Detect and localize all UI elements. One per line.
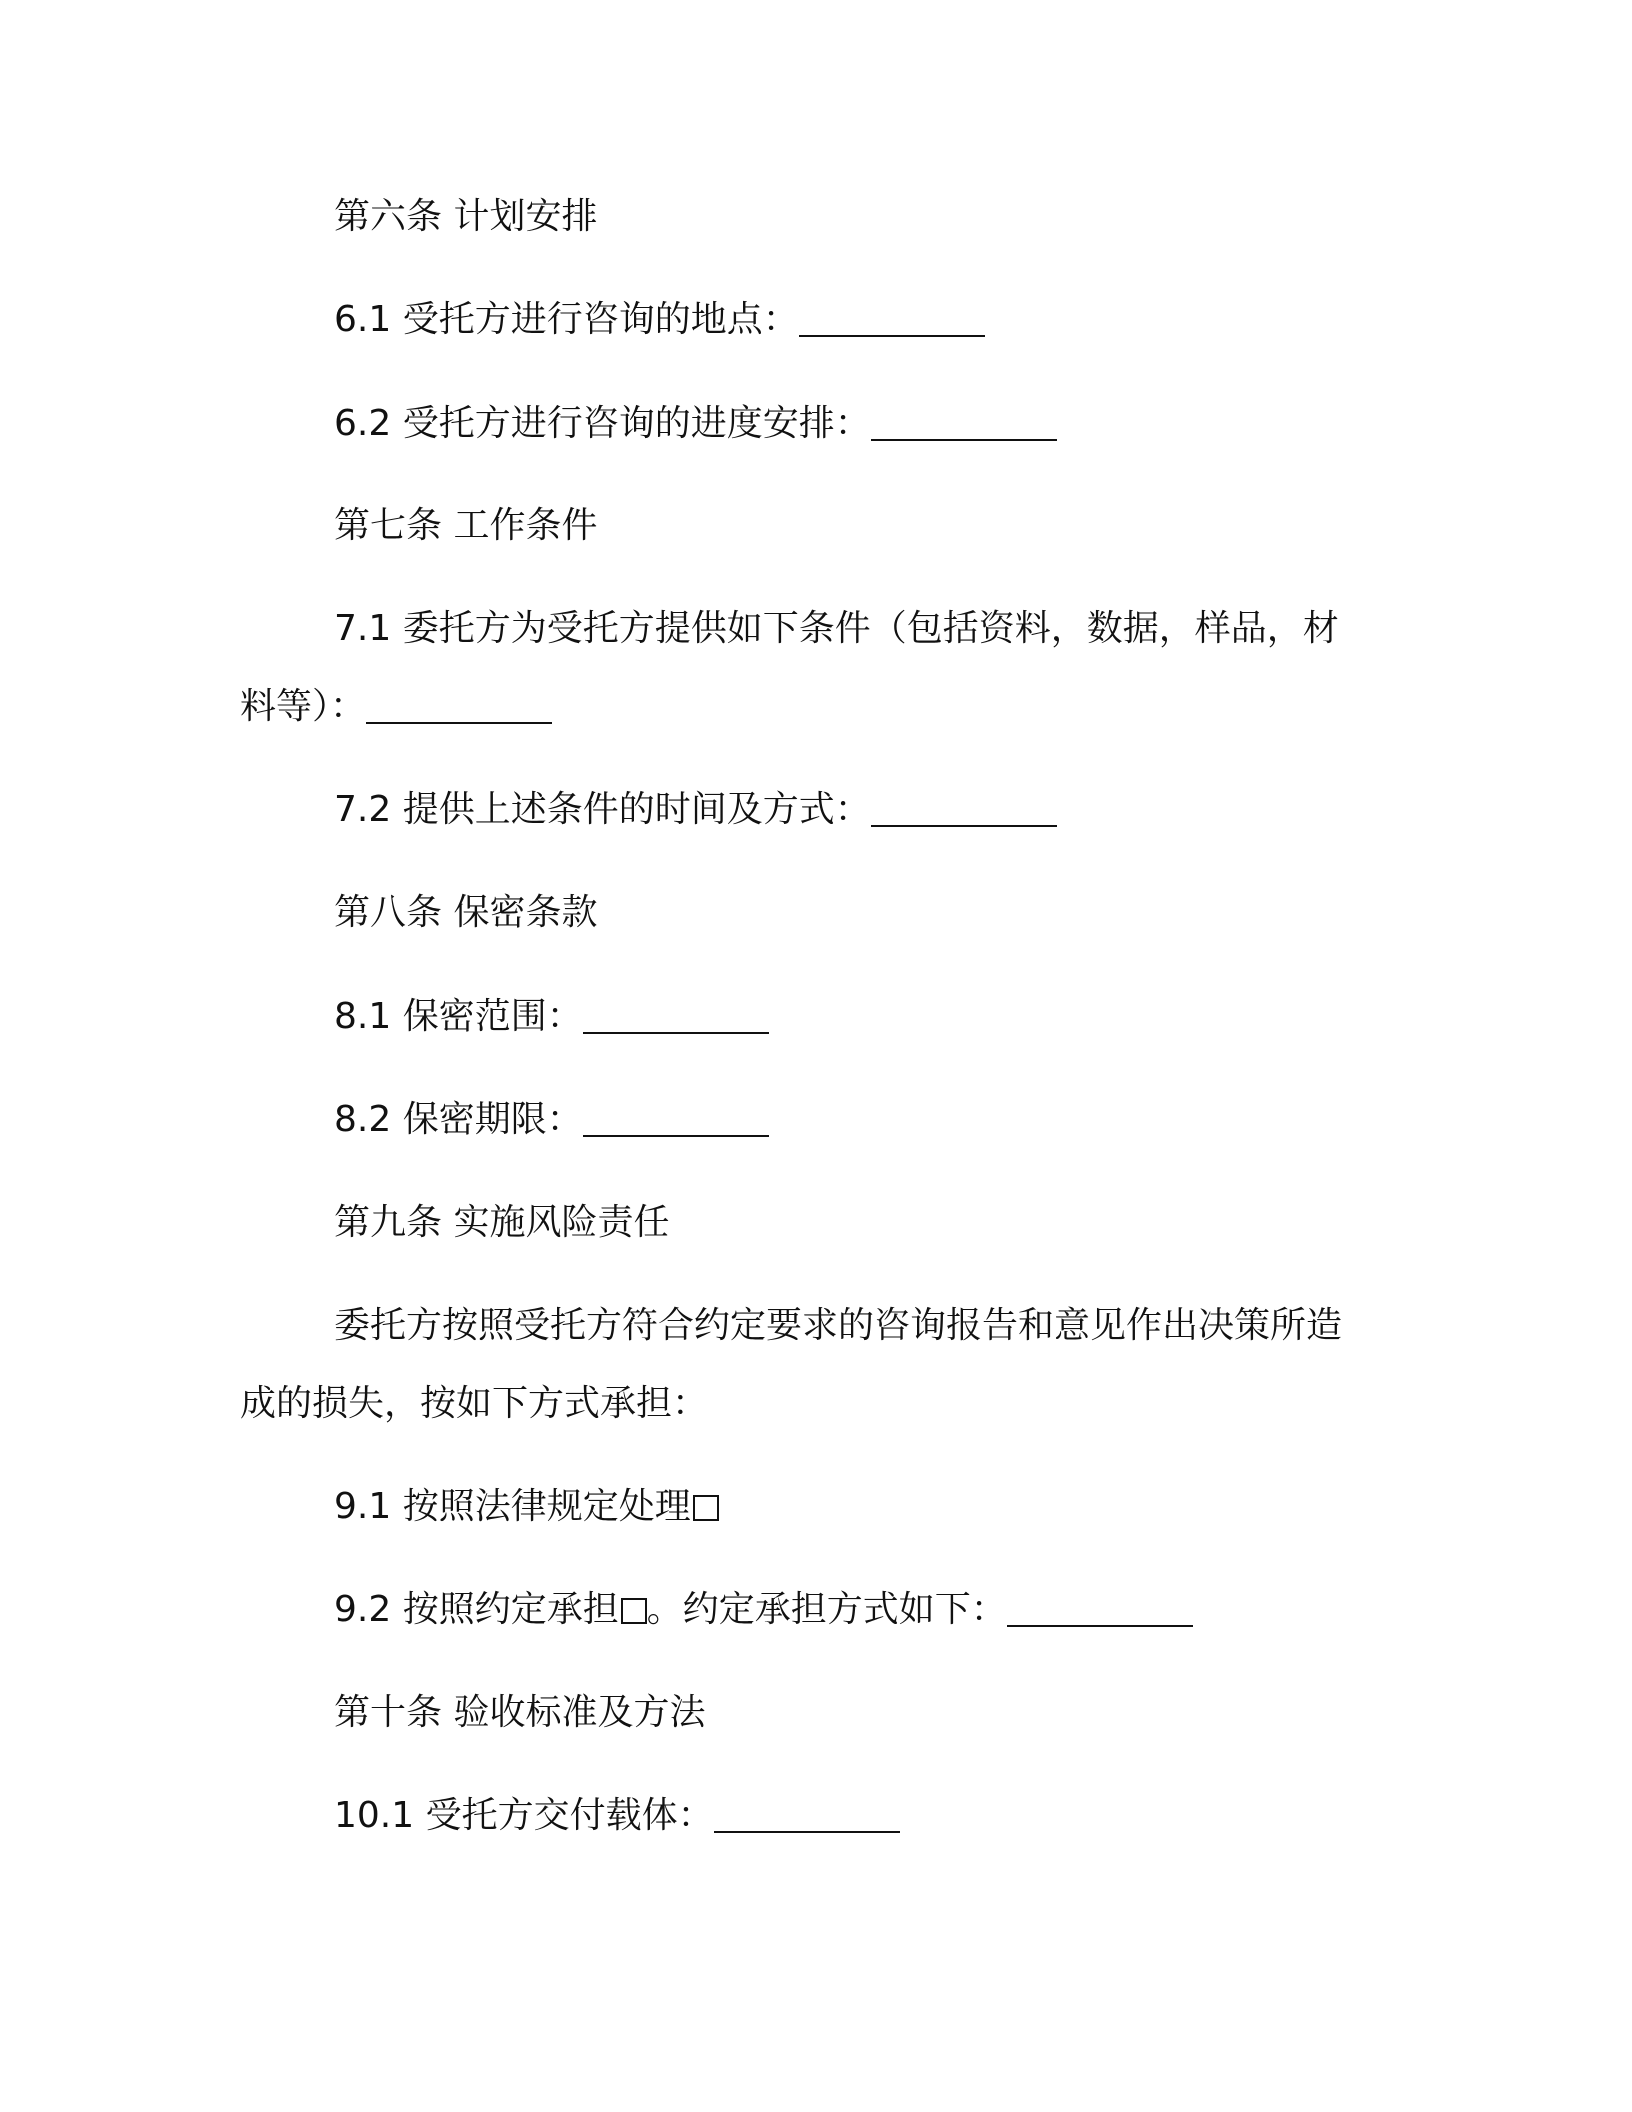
article-7-item-1-line-2: 料等）： — [240, 683, 552, 731]
fill-in-blank[interactable] — [1007, 1589, 1193, 1627]
article-9-item-1: 9.1 按照法律规定处理 — [334, 1483, 719, 1531]
article-8-item-1: 8.1 保密范围： — [334, 993, 769, 1041]
article-6-item-2: 6.2 受托方进行咨询的进度安排： — [334, 400, 1057, 448]
fill-in-blank[interactable] — [583, 996, 769, 1034]
article-10-heading: 第十条 验收标准及方法 — [334, 1692, 706, 1733]
article-9-item-2: 9.2 按照约定承担 。约定承担方式如下： — [334, 1586, 1193, 1634]
article-6-item-1: 6.1 受托方进行咨询的地点： — [334, 296, 985, 344]
checkbox[interactable] — [621, 1598, 647, 1624]
article-7-item-1-line-1: 7.1 委托方为受托方提供如下条件（包括资料，数据，样品，材 — [334, 608, 1339, 649]
article-8-heading: 第八条 保密条款 — [334, 892, 598, 933]
article-9-heading: 第九条 实施风险责任 — [334, 1202, 670, 1243]
fill-in-blank[interactable] — [871, 789, 1057, 827]
fill-in-blank[interactable] — [366, 686, 552, 724]
fill-in-blank[interactable] — [583, 1099, 769, 1137]
article-7-heading: 第七条 工作条件 — [334, 505, 598, 546]
fill-in-blank[interactable] — [714, 1795, 900, 1833]
article-10-item-1: 10.1 受托方交付载体： — [334, 1792, 900, 1840]
article-7-item-2: 7.2 提供上述条件的时间及方式： — [334, 786, 1057, 834]
article-8-item-2: 8.2 保密期限： — [334, 1096, 769, 1144]
checkbox[interactable] — [693, 1495, 719, 1521]
fill-in-blank[interactable] — [799, 299, 985, 337]
article-9-intro-line-2: 成的损失，按如下方式承担： — [240, 1383, 709, 1424]
fill-in-blank[interactable] — [871, 403, 1057, 441]
article-9-intro-line-1: 委托方按照受托方符合约定要求的咨询报告和意见作出决策所造 — [334, 1305, 1343, 1346]
article-6-heading: 第六条 计划安排 — [334, 196, 598, 237]
